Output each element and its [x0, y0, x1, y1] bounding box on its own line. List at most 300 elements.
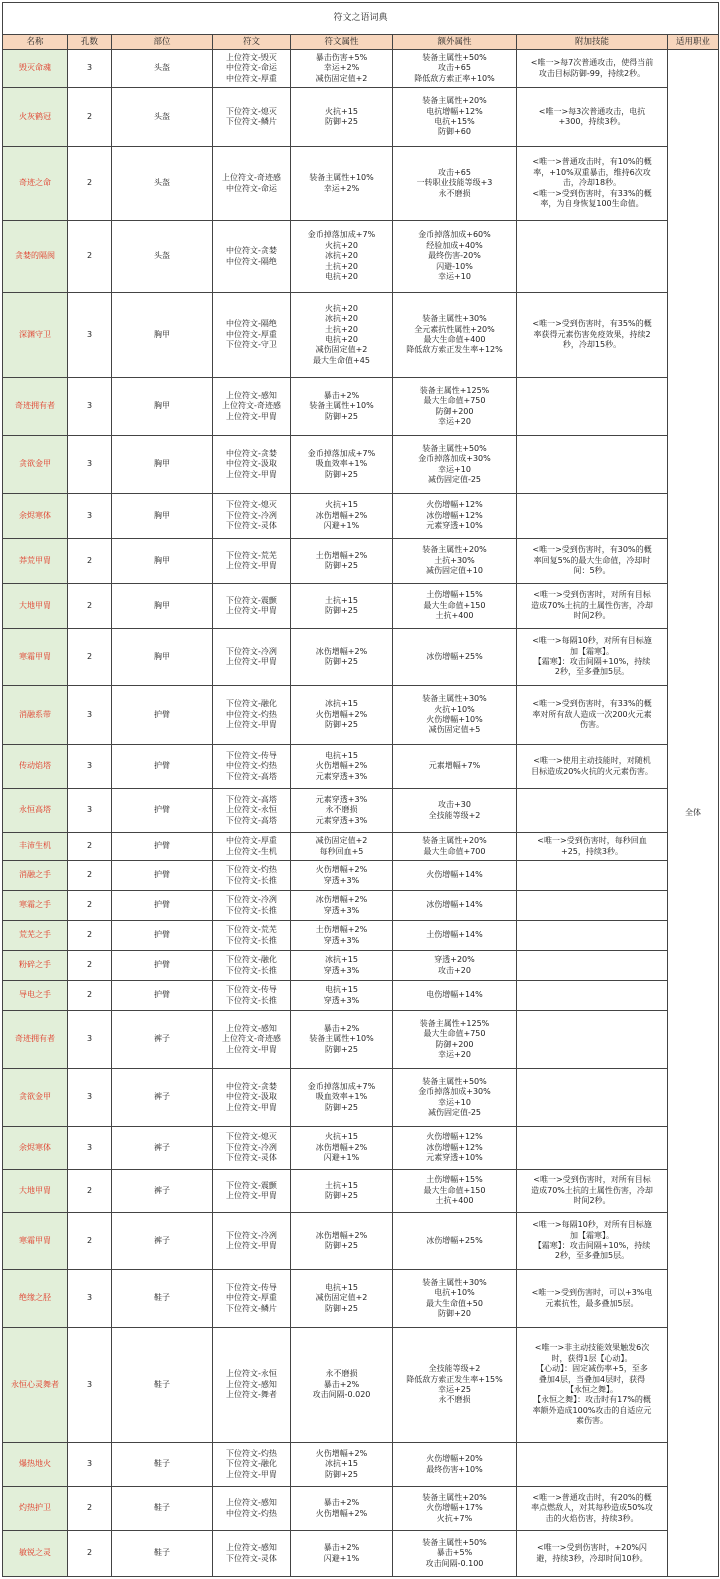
rune-attrs-cell — [291, 584, 393, 629]
runes-cell — [213, 1531, 291, 1577]
rune-word-table — [2, 2, 719, 1577]
table-row — [3, 1170, 719, 1213]
rune-line: 中位符文-命运 — [226, 63, 277, 73]
extra-attr-line: 一转职业技能等级+3 — [416, 178, 493, 188]
item-name: 深渊守卫 — [3, 293, 68, 378]
item-name: 敏锐之灵 — [3, 1531, 68, 1577]
rune-attrs-cell — [291, 1213, 393, 1270]
rune-line: 下位符文-灼热 — [226, 1448, 277, 1458]
skill-cell — [517, 539, 668, 584]
rune-attr-line: 防御+25 — [325, 1241, 358, 1250]
extra-attrs-cell — [393, 50, 517, 88]
skill-line: 率额外造成100%攻击的自适应元 — [532, 1405, 652, 1415]
sockets-count: 3 — [68, 1011, 112, 1069]
rune-attr-line: 土抗+15 — [325, 595, 358, 605]
extra-attr-line: 装备主属性+30% — [422, 314, 487, 324]
rune-attr-line: 每秒回血+5 — [319, 846, 364, 856]
extra-attr-line: 防御+20 — [438, 1308, 471, 1318]
rune-attrs-cell — [291, 1127, 393, 1170]
rune-attr-line: 防御+25 — [325, 606, 358, 615]
table-row — [3, 378, 719, 436]
extra-attrs-cell — [393, 1127, 517, 1170]
skill-line: 时间2秒。 — [573, 611, 611, 621]
runes-cell — [213, 951, 291, 981]
rune-attr-line: 穿透+3% — [323, 905, 360, 915]
table-row — [3, 981, 719, 1011]
rune-line: 中位符文-命运 — [226, 183, 277, 193]
skill-cell — [517, 921, 668, 951]
header-runes: 符文 — [213, 35, 291, 50]
skill-line: 2秒，至多叠加5层。 — [554, 667, 630, 677]
skill-cell — [517, 1069, 668, 1127]
skill-cell — [517, 293, 668, 378]
rune-line: 下位符文-长推 — [226, 935, 277, 945]
rune-attr-line: 火抗+20 — [325, 303, 358, 313]
extra-attr-line: 装备主属性+20% — [422, 836, 487, 846]
class-all-cell: 全体 — [668, 50, 719, 1577]
rune-line: 下位符文-冷冽 — [226, 895, 277, 905]
extra-attr-line: 元素增幅+7% — [428, 761, 481, 771]
rune-line: 上位符文-甲胄 — [226, 1241, 277, 1250]
extra-attrs-cell — [393, 88, 517, 147]
header-sockets: 孔数 — [68, 35, 112, 50]
table-row — [3, 494, 719, 539]
extra-attr-line: 防御+60 — [438, 127, 471, 137]
skill-line: 2秒，至多叠加5层。 — [554, 1251, 630, 1261]
extra-attr-line: 最终伤害+10% — [426, 1464, 483, 1474]
rune-attr-line: 金币掉落加成+7% — [307, 1081, 376, 1091]
rune-line: 上位符文-永恒 — [226, 1369, 277, 1379]
rune-line: 下位符文-熄灭 — [226, 106, 277, 116]
extra-attr-line: 幸运+25 — [438, 1385, 471, 1394]
rune-attr-line: 土抗+20 — [325, 261, 358, 271]
extra-attr-line: 火抗+10% — [434, 704, 475, 714]
skill-line: <唯一>受到伤害时，对所有目标 — [533, 590, 651, 600]
skill-cell — [517, 833, 668, 861]
extra-attr-line: 装备主属性+30% — [422, 1277, 487, 1287]
extra-attr-line: 金币掉落加成+60% — [418, 230, 491, 240]
skill-line: <唯一>受到伤害时，每秒回血 — [537, 836, 647, 846]
rune-line: 中位符文-厚重 — [226, 73, 277, 83]
slot-label: 鞋子 — [112, 1270, 213, 1328]
table-row — [3, 629, 719, 686]
extra-attrs-cell — [393, 1443, 517, 1487]
rune-line: 下位符文-冷冽 — [226, 510, 277, 520]
runes-cell — [213, 378, 291, 436]
rune-line: 下位符文-冷冽 — [226, 646, 277, 656]
item-name: 寒霜甲胄 — [3, 1213, 68, 1270]
extra-attr-line: 攻击+30 — [438, 800, 471, 810]
extra-attr-line: 装备主属性+50% — [422, 52, 487, 62]
skill-line: <唯一>非主动技能效果触发6次 — [534, 1343, 650, 1353]
extra-attrs-cell — [393, 1170, 517, 1213]
skill-line: 时，获得1层【心动】。 — [551, 1353, 633, 1363]
rune-attr-line: 减伤固定值+2 — [315, 1293, 368, 1303]
item-name: 消融之手 — [3, 861, 68, 891]
sockets-count: 2 — [68, 1487, 112, 1531]
rune-attrs-cell — [291, 1443, 393, 1487]
skill-line: 叠加4层，当叠加4层时，获得 — [538, 1374, 646, 1384]
rune-attrs-cell — [291, 833, 393, 861]
rune-attr-line: 火伤增幅+2% — [315, 709, 368, 719]
item-name: 爆热地火 — [3, 1443, 68, 1487]
sockets-count: 2 — [68, 1170, 112, 1213]
rune-line: 上位符文-甲胄 — [226, 657, 277, 666]
runes-cell — [213, 629, 291, 686]
item-name: 永恒高塔 — [3, 789, 68, 833]
rune-line: 下位符文-震颤 — [226, 595, 277, 605]
extra-attr-line: 冰伤增幅+12% — [426, 1142, 483, 1152]
extra-attrs-cell — [393, 494, 517, 539]
extra-attrs-cell — [393, 1328, 517, 1443]
table-row — [3, 1270, 719, 1328]
skill-line: <唯一>每3次普通攻击，电抗 — [538, 106, 646, 116]
runes-cell — [213, 1270, 291, 1328]
rune-attr-line: 冰伤增幅+2% — [315, 1230, 368, 1240]
table-row — [3, 891, 719, 921]
sockets-count: 3 — [68, 436, 112, 494]
skill-line: <唯一>受到伤害时，对所有目标 — [533, 1175, 651, 1185]
table-row — [3, 921, 719, 951]
extra-attr-line: 幸运+10 — [438, 272, 471, 282]
skill-line: <唯一>受到伤害时，有30%的概 — [532, 545, 652, 555]
rune-attrs-cell — [291, 745, 393, 789]
rune-line: 下位符文-震颤 — [226, 1180, 277, 1190]
extra-attr-line: 装备主属性+125% — [419, 1018, 490, 1028]
extra-attr-line: 减伤固定值-25 — [427, 474, 482, 484]
skill-line: 伤害。 — [580, 720, 604, 730]
rune-attr-line: 防御+25 — [325, 469, 358, 479]
extra-attrs-cell — [393, 1069, 517, 1127]
skill-cell — [517, 147, 668, 221]
rune-line: 下位符文-鳞片 — [226, 1303, 277, 1313]
rune-line: 下位符文-荒芜 — [226, 925, 277, 935]
rune-attrs-cell — [291, 789, 393, 833]
extra-attr-line: 经验加成+40% — [426, 240, 483, 250]
extra-attrs-cell — [393, 1531, 517, 1577]
extra-attr-line: 土伤增幅+15% — [426, 590, 483, 600]
item-name: 寒霜甲胄 — [3, 629, 68, 686]
rune-line: 上位符文-甲胄 — [226, 469, 277, 479]
skill-line: 【心动】：固定减伤率+5，至多 — [536, 1364, 648, 1374]
skill-line: 【永恒之舞】：攻击时有17%的概 — [533, 1395, 651, 1405]
skill-line: <唯一>使用主动技能时，对随机 — [533, 756, 651, 766]
rune-attr-line: 防御+25 — [325, 657, 358, 666]
skill-cell — [517, 745, 668, 789]
rune-line: 下位符文-冷冽 — [226, 1142, 277, 1152]
skill-line: <唯一>受到伤害时，+20%闪 — [537, 1543, 647, 1553]
extra-attr-line: 冰伤增幅+14% — [426, 900, 483, 910]
rune-attrs-cell — [291, 891, 393, 921]
rune-line: 下位符文-传导 — [226, 985, 277, 995]
sockets-count: 3 — [68, 1443, 112, 1487]
rune-attr-line: 电抗+20 — [325, 272, 358, 282]
rune-line: 下位符文-灵体 — [226, 521, 277, 531]
rune-attr-line: 火伤增幅+2% — [315, 1508, 368, 1518]
rune-line: 下位符文-长推 — [226, 995, 277, 1005]
rune-attr-line: 元素穿透+3% — [315, 771, 368, 781]
skill-cell — [517, 1011, 668, 1069]
rune-line: 上位符文-生机 — [226, 846, 277, 856]
rune-attrs-cell — [291, 147, 393, 221]
skill-line: 造成70%土抗的土属性伤害，冷却 — [531, 1185, 653, 1195]
rune-attr-line: 暴击+2% — [323, 1023, 360, 1033]
rune-attrs-cell — [291, 1069, 393, 1127]
skill-line: 率，+10%双重暴击，维持6次攻 — [533, 167, 651, 177]
extra-attr-line: 永不磨损 — [438, 1395, 471, 1405]
rune-attr-line: 火抗+20 — [325, 240, 358, 250]
sockets-count: 3 — [68, 745, 112, 789]
table-row — [3, 147, 719, 221]
rune-line: 中位符文-灼热 — [226, 761, 277, 771]
rune-attr-line: 防御+25 — [325, 1469, 358, 1479]
extra-attr-line: 最大生命值+150 — [423, 600, 486, 610]
item-name: 消融系带 — [3, 686, 68, 745]
skill-cell — [517, 1328, 668, 1443]
skill-line: 造成70%土抗的土属性伤害，冷却 — [531, 600, 653, 610]
skill-line: 攻击目标防御-99，持续2秒。 — [538, 68, 646, 78]
rune-attr-line: 火伤增幅+2% — [315, 865, 368, 875]
rune-attrs-cell — [291, 1011, 393, 1069]
rune-attr-line: 防御+25 — [325, 561, 358, 570]
skill-line: <唯一>普通攻击时，有10%的概 — [532, 157, 652, 167]
rune-line: 下位符文-高塔 — [226, 815, 277, 825]
slot-label: 胸甲 — [112, 293, 213, 378]
extra-attrs-cell — [393, 378, 517, 436]
rune-attr-line: 吸血效率+1% — [315, 1092, 368, 1102]
extra-attrs-cell — [393, 629, 517, 686]
skill-line: 率对所有敌人造成一次200火元素 — [532, 709, 652, 719]
extra-attrs-cell — [393, 1270, 517, 1328]
table-row — [3, 584, 719, 629]
rune-line: 上位符文-感知 — [226, 390, 277, 400]
rune-line: 上位符文-感知 — [226, 1498, 277, 1508]
rune-line: 中位符文-灼热 — [226, 1508, 277, 1518]
extra-attr-line: 装备主属性+20% — [422, 1492, 487, 1502]
extra-attr-line: 元素穿透+10% — [426, 521, 483, 531]
rune-attr-line: 幸运+2% — [323, 63, 360, 73]
skill-cell — [517, 494, 668, 539]
rune-attrs-cell — [291, 1328, 393, 1443]
rune-attr-line: 暴击+2% — [323, 1498, 360, 1508]
rune-attr-line: 防御+25 — [325, 1303, 358, 1313]
extra-attr-line: 火伤增幅+12% — [426, 1132, 483, 1142]
skill-cell — [517, 951, 668, 981]
extra-attrs-cell — [393, 584, 517, 629]
extra-attr-line: 最大生命值+700 — [423, 846, 486, 856]
item-name: 奇迹拥有者 — [3, 1011, 68, 1069]
extra-attr-line: 攻击+65 — [438, 167, 471, 177]
rune-attr-line: 电抗+20 — [325, 335, 358, 344]
sockets-count: 3 — [68, 378, 112, 436]
table-row — [3, 789, 719, 833]
skill-line: 元素抗性，最多叠加5层。 — [545, 1298, 639, 1308]
rune-attr-line: 冰伤增幅+2% — [315, 646, 368, 656]
extra-attr-line: 火伤增幅+12% — [426, 500, 483, 510]
extra-attr-line: 电伤增幅+14% — [426, 990, 483, 1000]
rune-line: 下位符文-高塔 — [226, 794, 277, 804]
skill-cell — [517, 378, 668, 436]
rune-line: 中位符文-灼热 — [226, 709, 277, 719]
extra-attr-line: 降低敌方索正发生率+15% — [406, 1374, 503, 1384]
skill-line: +300，持续3秒。 — [558, 117, 626, 126]
rune-line: 下位符文-融化 — [226, 955, 277, 965]
extra-attr-line: 防御+200 — [435, 406, 474, 416]
sockets-count: 2 — [68, 1531, 112, 1577]
extra-attr-line: 最大生命值+50 — [426, 1298, 483, 1308]
rune-line: 下位符文-荒芜 — [226, 550, 277, 560]
rune-line: 下位符文-守卫 — [226, 340, 277, 350]
rune-attr-line: 攻击间隔-0.020 — [312, 1390, 371, 1400]
extra-attr-line: 装备主属性+50% — [422, 1537, 487, 1547]
sockets-count: 3 — [68, 1069, 112, 1127]
extra-attr-line: 幸运+20 — [438, 416, 471, 426]
slot-label: 鞋子 — [112, 1487, 213, 1531]
rune-attr-line: 元素穿透+3% — [315, 794, 368, 804]
rune-attr-line: 吸血效率+1% — [315, 459, 368, 469]
rune-attr-line: 土抗+15 — [325, 1180, 358, 1190]
rune-attr-line: 最大生命值+45 — [313, 355, 370, 365]
extra-attrs-cell — [393, 539, 517, 584]
item-name: 余烬寒体 — [3, 1127, 68, 1170]
rune-line: 下位符文-高塔 — [226, 771, 277, 781]
extra-attr-line: 土抗+400 — [435, 611, 474, 621]
slot-label: 护臂 — [112, 981, 213, 1011]
rune-line: 下位符文-熄灭 — [226, 500, 277, 510]
rune-attr-line: 装备主属性+10% — [309, 401, 374, 411]
rune-line: 中位符文-贪婪 — [226, 1081, 277, 1091]
rune-attrs-cell — [291, 436, 393, 494]
sockets-count: 3 — [68, 1127, 112, 1170]
extra-attr-line: 攻击间隔-0.100 — [425, 1558, 484, 1568]
skill-cell — [517, 861, 668, 891]
table-row — [3, 1443, 719, 1487]
rune-line: 中位符文-厚重 — [226, 329, 277, 339]
extra-attr-line: 电抗+15% — [434, 117, 475, 126]
sockets-count: 2 — [68, 221, 112, 293]
skill-line: 率点燃敌人，对其每秒造成50%攻 — [531, 1503, 653, 1513]
slot-label: 头盔 — [112, 147, 213, 221]
rune-line: 上位符文-甲胄 — [226, 1044, 277, 1054]
skill-line: 间：5秒。 — [573, 566, 611, 576]
extra-attr-line: 防御+200 — [435, 1039, 474, 1049]
skill-cell — [517, 686, 668, 745]
sockets-count: 3 — [68, 789, 112, 833]
item-name: 丰沛生机 — [3, 833, 68, 861]
extra-attrs-cell — [393, 147, 517, 221]
sockets-count: 2 — [68, 584, 112, 629]
rune-line: 上位符文-甲胄 — [226, 1102, 277, 1112]
rune-attr-line: 暴击伤害+5% — [315, 52, 368, 62]
extra-attr-line: 冰伤增幅+25% — [426, 1235, 483, 1245]
rune-attr-line: 防御+25 — [325, 1102, 358, 1112]
extra-attr-line: 装备主属性+20% — [422, 545, 487, 555]
rune-attr-line: 防御+25 — [325, 1044, 358, 1054]
skill-cell — [517, 981, 668, 1011]
rune-line: 下位符文-冷冽 — [226, 1230, 277, 1240]
skill-line: 目标造成20%火抗的火元素伤害。 — [531, 766, 653, 776]
rune-line: 上位符文-甲胄 — [226, 1469, 277, 1479]
rune-attrs-cell — [291, 221, 393, 293]
skill-line: 击的火焰伤害，持续3秒。 — [545, 1513, 639, 1523]
sockets-count: 3 — [68, 1328, 112, 1443]
runes-cell — [213, 1328, 291, 1443]
extra-attr-line: 降低敌方索正率+10% — [414, 73, 495, 83]
extra-attr-line: 火伤增幅+10% — [426, 715, 483, 724]
page — [2, 2, 718, 1577]
extra-attr-line: 全元素抗性属性+20% — [414, 324, 495, 334]
slot-label: 护臂 — [112, 745, 213, 789]
runes-cell — [213, 50, 291, 88]
table-row — [3, 88, 719, 147]
rune-line: 下位符文-传导 — [226, 750, 277, 760]
slot-label: 护臂 — [112, 951, 213, 981]
extra-attrs-cell — [393, 833, 517, 861]
rune-attr-line: 永不磨损 — [325, 805, 358, 815]
item-name: 大地甲胄 — [3, 1170, 68, 1213]
skill-cell — [517, 1213, 668, 1270]
extra-attrs-cell — [393, 221, 517, 293]
rune-attr-line: 减伤固定值+2 — [315, 73, 368, 83]
table-body — [3, 50, 719, 1577]
rune-line: 下位符文-熄灭 — [226, 1132, 277, 1142]
table-row — [3, 1328, 719, 1443]
rune-line: 上位符文-甲胄 — [226, 720, 277, 730]
extra-attr-line: 最大生命值+400 — [423, 335, 486, 344]
skill-cell — [517, 1487, 668, 1531]
rune-attr-line: 穿透+3% — [323, 965, 360, 975]
rune-attr-line: 永不磨损 — [325, 1369, 358, 1379]
item-name: 毁灭命魂 — [3, 50, 68, 88]
rune-line: 下位符文-灵体 — [226, 1553, 277, 1563]
item-name: 大地甲胄 — [3, 584, 68, 629]
extra-attr-line: 减伤固定值+10 — [426, 566, 483, 576]
rune-attrs-cell — [291, 1531, 393, 1577]
slot-label: 头盔 — [112, 88, 213, 147]
rune-line: 上位符文-舞者 — [226, 1390, 277, 1400]
rune-attr-line: 火抗+15 — [325, 106, 358, 116]
extra-attr-line: 装备主属性+50% — [422, 1076, 487, 1086]
header-slot: 部位 — [112, 35, 213, 50]
slot-label: 裤子 — [112, 1213, 213, 1270]
rune-attr-line: 减伤固定值+2 — [315, 836, 368, 846]
sockets-count: 3 — [68, 293, 112, 378]
rune-attr-line: 装备主属性+10% — [309, 1034, 374, 1044]
sockets-count: 3 — [68, 50, 112, 88]
rune-attr-line: 火抗+15 — [325, 1132, 358, 1142]
item-name: 寒霜之手 — [3, 891, 68, 921]
rune-attr-line: 穿透+3% — [323, 935, 360, 945]
slot-label: 裤子 — [112, 1127, 213, 1170]
rune-attr-line: 防御+25 — [325, 411, 358, 421]
extra-attrs-cell — [393, 921, 517, 951]
slot-label: 鞋子 — [112, 1328, 213, 1443]
extra-attr-line: 闪避-10% — [436, 261, 473, 271]
sockets-count: 2 — [68, 861, 112, 891]
skill-line: 时间2秒。 — [573, 1196, 611, 1206]
table-row — [3, 745, 719, 789]
runes-cell — [213, 1127, 291, 1170]
extra-attr-line: 火伤增幅+17% — [426, 1503, 483, 1513]
skill-cell — [517, 891, 668, 921]
runes-cell — [213, 745, 291, 789]
skill-line: 率，为自身恢复100生命值。 — [540, 199, 644, 209]
rune-attr-line: 闪避+1% — [323, 1153, 360, 1163]
extra-attr-line: 装备主属性+30% — [422, 694, 487, 704]
skill-line: 素伤害。 — [576, 1416, 608, 1426]
rune-attr-line: 冰抗+15 — [325, 1459, 358, 1469]
item-name: 贪欲金甲 — [3, 1069, 68, 1127]
